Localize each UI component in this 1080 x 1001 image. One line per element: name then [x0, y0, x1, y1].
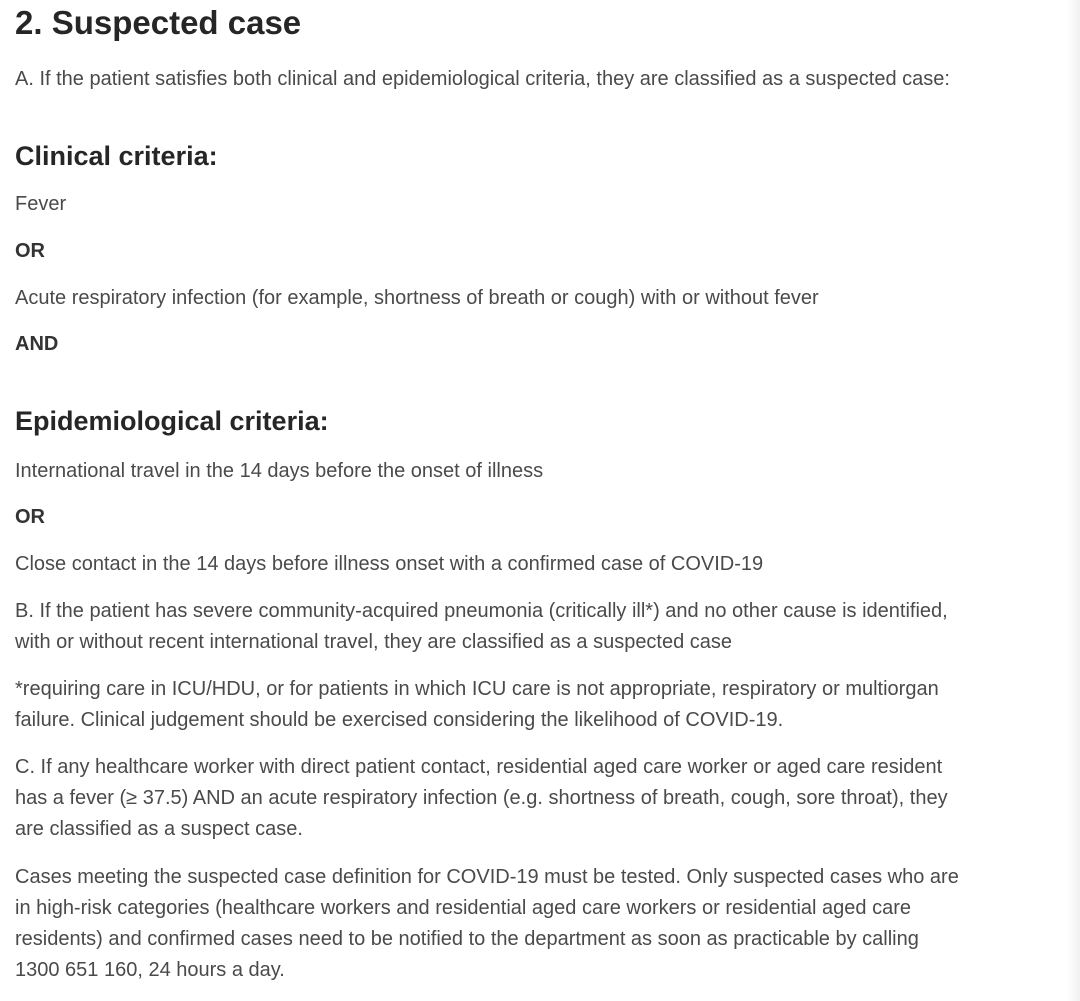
clinical-criterion-respiratory: Acute respiratory infection (for example, shortness of breath or cough) with or without fever [15, 287, 819, 309]
paragraph-c-line-3: are classified as a suspect case. [15, 818, 303, 840]
clinical-criteria-heading: Clinical criteria: [15, 141, 218, 171]
testing-line-4: 1300 651 160, 24 hours a day. [15, 959, 285, 981]
testing-line-1: Cases meeting the suspected case definition for COVID-19 must be tested. Only suspected cases who are [15, 866, 959, 888]
testing-line-3: residents) and confirmed cases need to be notified to the department as soon as practicable by calling [15, 928, 919, 950]
paragraph-b-line-2: with or without recent international travel, they are classified as a suspected case [15, 631, 733, 653]
and-separator: AND [15, 333, 59, 355]
paragraph-c [15, 752, 948, 845]
page-edge-shadow [1066, 0, 1080, 1001]
paragraph-c-line-2: has a fever (≥ 37.5) AND an acute respiratory infection (e.g. shortness of breath, cough, sore throat), they [15, 787, 948, 809]
paragraph-b [15, 596, 948, 658]
section-title: 2. Suspected case [15, 4, 302, 41]
icu-footnote [15, 674, 939, 736]
paragraph-a: A. If the patient satisfies both clinical and epidemiological criteria, they are classified as a suspected case: [15, 68, 950, 90]
paragraph-b-line-1: B. If the patient has severe community-acquired pneumonia (critically ill*) and no other cause is identified, [15, 600, 948, 622]
icu-footnote-line-1: *requiring care in ICU/HDU, or for patients in which ICU care is not appropriate, respiratory or multiorgan [15, 678, 939, 700]
epidemiological-criterion-travel: International travel in the 14 days before the onset of illness [15, 460, 544, 482]
icu-footnote-line-2: failure. Clinical judgement should be exercised considering the likelihood of COVID-19. [15, 709, 784, 731]
paragraph-c-line-1: C. If any healthcare worker with direct patient contact, residential aged care worker or aged care resident [15, 756, 943, 778]
testing-line-2: in high-risk categories (healthcare workers and residential aged care workers or residential aged care [15, 897, 912, 919]
epidemiological-criterion-contact: Close contact in the 14 days before illness onset with a confirmed case of COVID-19 [15, 553, 764, 575]
epidemiological-or-separator: OR [15, 506, 45, 528]
epidemiological-criteria-heading: Epidemiological criteria: [15, 406, 329, 436]
clinical-criterion-fever: Fever [15, 193, 67, 215]
clinical-or-separator: OR [15, 240, 45, 262]
testing-paragraph [15, 862, 959, 986]
